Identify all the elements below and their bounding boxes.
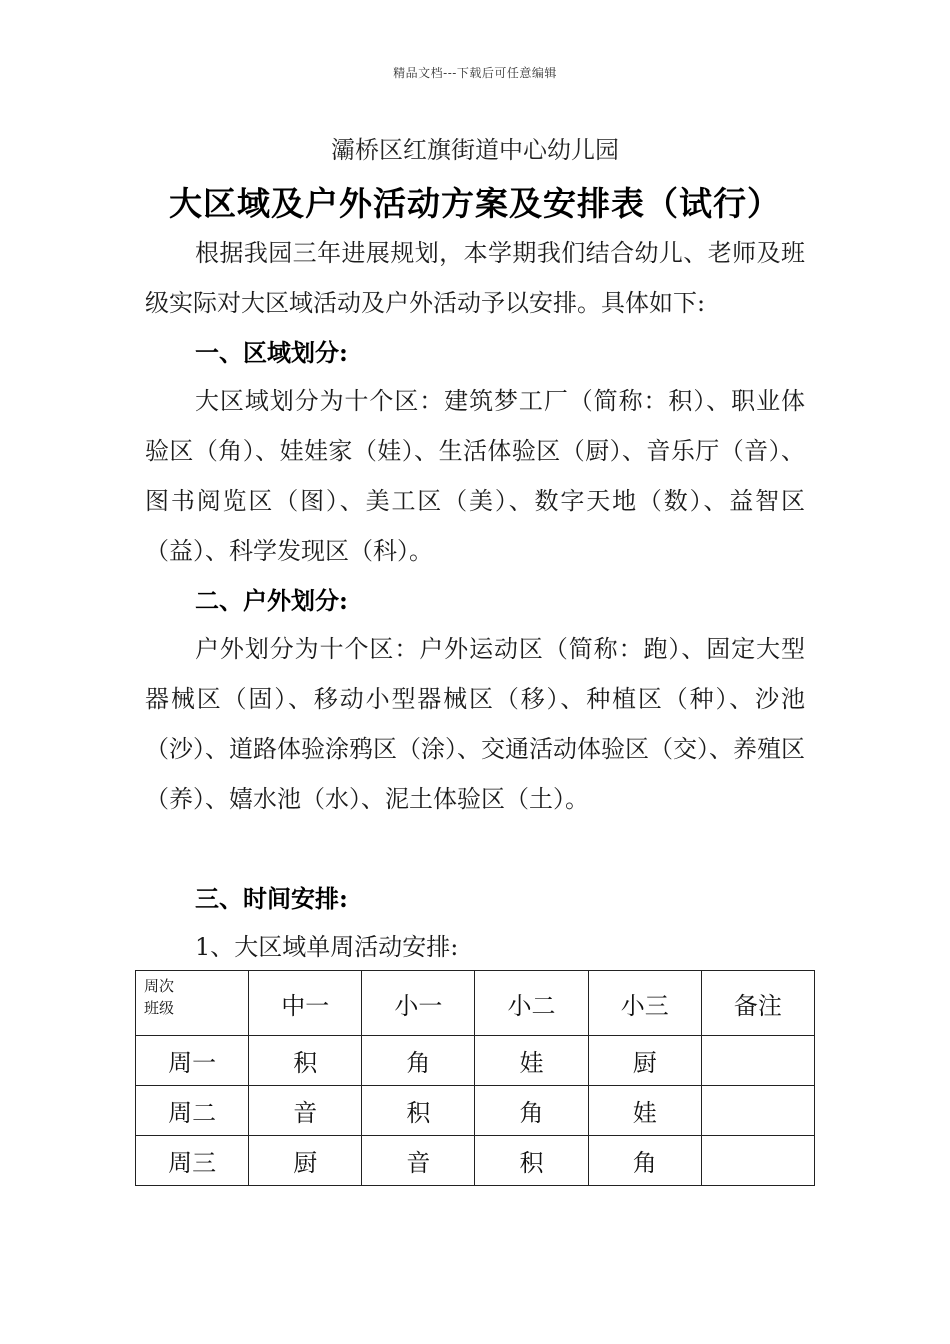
row-label: 周三 xyxy=(136,1136,249,1186)
row-label: 周一 xyxy=(136,1036,249,1086)
section2-heading: 二、户外划分: xyxy=(195,586,348,615)
table-cell: 角 xyxy=(475,1086,588,1136)
document-subtitle: 灞桥区红旗街道中心幼儿园 xyxy=(331,136,619,164)
table-row xyxy=(136,1036,815,1086)
intro-paragraph: 根据我园三年进展规划，本学期我们结合幼儿、老师及班级实际对大区域活动及户外活动予以安排。具体如下: xyxy=(145,239,805,317)
table-cell: 积 xyxy=(249,1036,362,1086)
column-header: 小二 xyxy=(475,971,588,1036)
column-header: 小三 xyxy=(588,971,701,1036)
section3-subheading: 1、大区域单周活动安排: xyxy=(195,933,459,961)
column-header: 中一 xyxy=(249,971,362,1036)
section3-heading: 三、时间安排: xyxy=(195,884,348,913)
table-cell: 厨 xyxy=(249,1136,362,1186)
table-row xyxy=(136,1136,815,1186)
corner-class-label: 班级 xyxy=(144,999,175,1017)
table-header-row xyxy=(136,971,815,1036)
table-cell xyxy=(701,1136,814,1186)
table-cell: 厨 xyxy=(588,1036,701,1086)
corner-week-label: 周次 xyxy=(144,977,175,995)
table-cell: 积 xyxy=(475,1136,588,1186)
table-cell xyxy=(701,1086,814,1136)
column-header: 备注 xyxy=(701,971,814,1036)
column-header: 小一 xyxy=(362,971,475,1036)
table-cell: 积 xyxy=(362,1086,475,1136)
table-cell: 娃 xyxy=(588,1086,701,1136)
table-row xyxy=(136,1086,815,1136)
row-label: 周二 xyxy=(136,1086,249,1136)
section2-paragraph: 户外划分为十个区：户外运动区（简称：跑）、固定大型器械区（固）、移动小型器械区（移）、种植区（种）、沙池（沙）、道路体验涂鸦区（涂）、交通活动体验区（交）、养殖区（养）、嬉水池（水）、泥土体验区（土）。 xyxy=(145,635,805,813)
section1-heading: 一、区域划分: xyxy=(195,338,348,367)
table-cell: 音 xyxy=(362,1136,475,1186)
header-note: 精品文档---下载后可任意编辑 xyxy=(393,66,557,80)
table-corner-cell xyxy=(136,971,249,1036)
table-cell: 娃 xyxy=(475,1036,588,1086)
schedule-table xyxy=(135,970,815,1186)
table-cell: 角 xyxy=(362,1036,475,1086)
table-cell: 角 xyxy=(588,1136,701,1186)
table-cell: 音 xyxy=(249,1086,362,1136)
section1-paragraph: 大区域划分为十个区：建筑梦工厂（简称：积）、职业体验区（角）、娃娃家（娃）、生活体验区（厨）、音乐厅（音）、图书阅览区（图）、美工区（美）、数字天地（数）、益智区（益）、科学发现区（科）。 xyxy=(145,387,805,565)
document-title: 大区域及户外活动方案及安排表（试行） xyxy=(169,184,781,223)
table-cell xyxy=(701,1036,814,1086)
